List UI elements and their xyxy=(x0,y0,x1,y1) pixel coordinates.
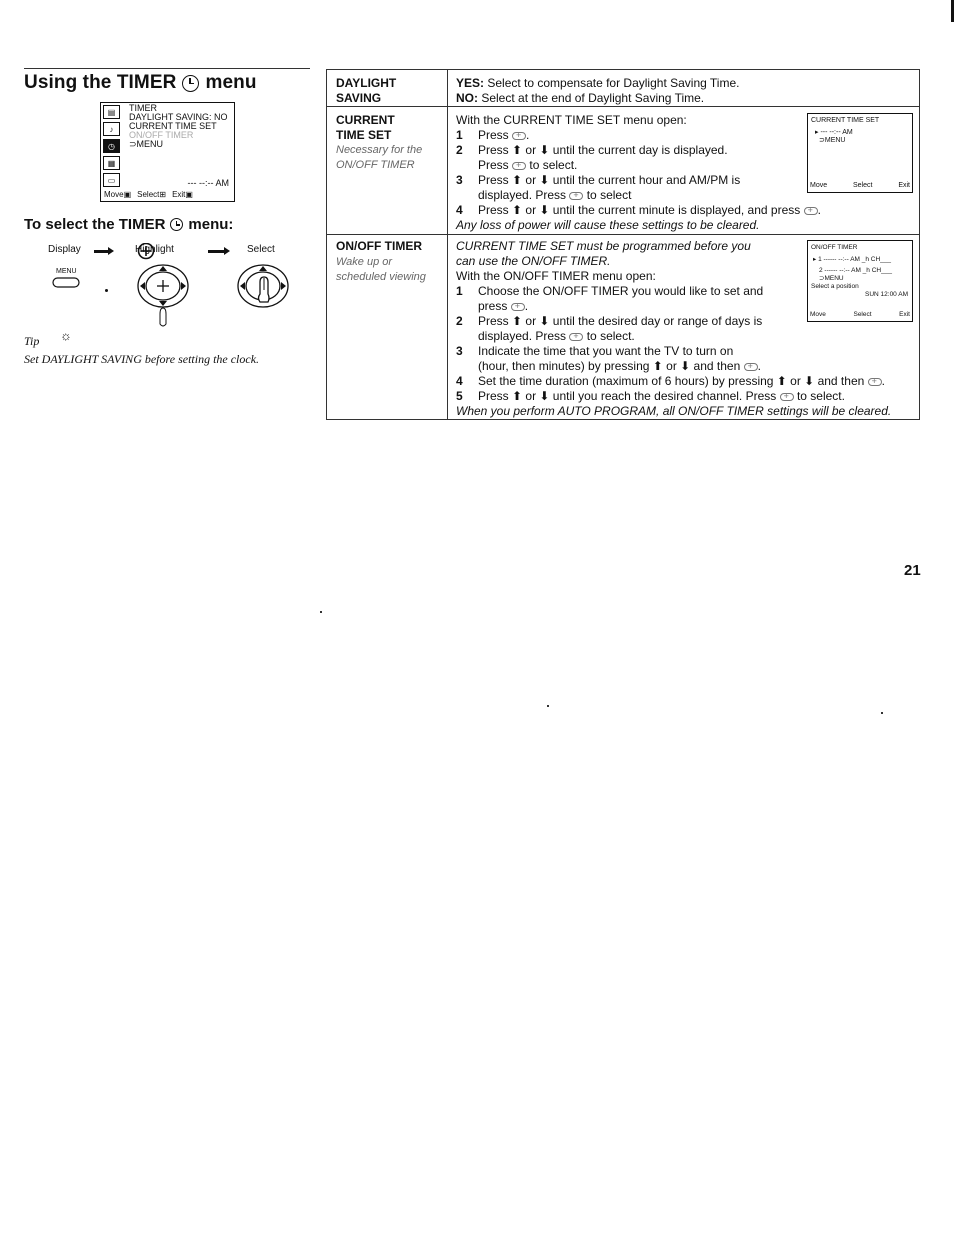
tip-text: Set DAYLIGHT SAVING before setting the clock. xyxy=(24,352,260,366)
timer-menu-screen xyxy=(100,102,235,202)
title-rule xyxy=(24,68,310,69)
joystick-select-icon xyxy=(236,262,290,310)
step-highlight: Highlight xyxy=(135,244,174,255)
joystick-highlight-icon xyxy=(136,262,190,330)
current-step1: Press xyxy=(478,128,509,142)
timer-menu-lines xyxy=(129,104,228,149)
step-display: Display xyxy=(48,244,81,255)
footer-select: Select xyxy=(137,190,160,199)
onoff-timer-sub: Wake up or scheduled viewing xyxy=(336,256,426,283)
table-divider xyxy=(447,70,448,419)
lightbulb-icon: ☼ xyxy=(60,328,72,343)
mini-footer: Move Select Exit xyxy=(810,182,910,189)
arrow-icon xyxy=(94,250,110,253)
onoff-step2: Press ⬆ or ⬇ until the desired day or range of days is xyxy=(478,314,763,328)
select-button-icon xyxy=(512,132,526,140)
select-button-icon xyxy=(744,363,758,371)
title-post: menu xyxy=(205,72,257,93)
current-step2b: Press xyxy=(478,158,509,172)
setup-icon: ▭ xyxy=(103,173,120,187)
onoff-timer-cell: CURRENT TIME SET must be programmed before you can use the ON/OFF TIMER. With the ON/OFF TIMER menu open: 1 Choose the ON/OFF TIMER you would like to set and press + . 2 Press ⬆ or ⬇ until the desired day or range of days is displayed. Press + to select. 3 Indicate the time that you want the TV to turn on (hour, then minutes) by pressing ⬆ or ⬇ and then + . 4 Set the time duration (maximum of 6 hours) by pressing ⬆ or ⬇ and then + . 5 Press ⬆ or ⬇ until you reach the desired channel. Press + to select. When you perform AUTO PROGRAM, all ON/OFF TIMER settings will be cleared. xyxy=(456,239,891,419)
onoff-step4: Set the time duration (maximum of 6 hours) by pressing ⬆ or ⬇ and then xyxy=(478,374,865,388)
current-step2: Press ⬆ or ⬇ until the current day is displayed. xyxy=(478,143,728,157)
select-button-icon xyxy=(569,192,583,200)
no-key: NO: xyxy=(456,91,478,105)
highlight-joystick-icon xyxy=(134,243,158,261)
page-number: 21 xyxy=(904,562,921,579)
timer-icon: ◷ xyxy=(103,139,120,153)
mini-footer: Move Select Exit xyxy=(810,311,910,318)
select-button-icon xyxy=(804,207,818,215)
screen-line-daylight: DAYLIGHT SAVING: NO xyxy=(129,112,228,122)
screen-line-title: TIMER xyxy=(129,103,157,113)
bullet-dot xyxy=(105,289,108,292)
current-intro: With the CURRENT TIME SET menu open: xyxy=(456,113,687,127)
onoff-note1a: CURRENT TIME SET must be programmed before you xyxy=(456,239,751,253)
timer-settings-table xyxy=(326,69,920,420)
onoff-intro: With the ON/OFF TIMER menu open: xyxy=(456,269,656,283)
row-divider xyxy=(327,106,919,107)
current-step3: Press ⬆ or ⬇ until the current hour and AM/PM is xyxy=(478,173,741,187)
scan-speck xyxy=(881,712,883,714)
page-title xyxy=(24,72,257,94)
screen-footer xyxy=(104,190,231,199)
screen-time: --- --:-- AM xyxy=(187,178,229,188)
subtitle-pre: To select the TIMER xyxy=(24,216,166,233)
clock-icon-small xyxy=(170,218,183,231)
scan-speck xyxy=(547,705,549,707)
select-button-icon xyxy=(511,303,525,311)
select-button-icon xyxy=(569,333,583,341)
scan-speck xyxy=(320,611,322,613)
row-divider xyxy=(327,234,919,235)
picture-icon: ▤ xyxy=(103,105,120,119)
arrow-icon xyxy=(208,250,226,253)
subtitle-post: menu: xyxy=(188,216,234,233)
current-step4: Press ⬆ or ⬇ until the current minute is displayed, and press xyxy=(478,203,801,217)
yes-key: YES: xyxy=(456,76,485,90)
select-button-icon xyxy=(780,393,794,401)
onoff-step3: Indicate the time that you want the TV to turn on xyxy=(478,344,734,358)
menu-button-icon xyxy=(52,276,82,290)
current-time-set-cell: With the CURRENT TIME SET menu open: 1 Press + . 2 Press ⬆ or ⬇ until the current day is displayed. Press + to select. 3 Press ⬆ or ⬇ until the current hour and AM/PM is displayed. Press + to select 4 Press ⬆ or ⬇ until the current minute is displayed, and press + . Any loss of power will cause these settings to be cleared. xyxy=(456,113,821,233)
current-time-set-screen: CURRENT TIME SET ▸ --- --:-- AM ⊃MENU Move Select Exit xyxy=(807,113,913,193)
footer-exit: Exit xyxy=(172,190,186,199)
current-note: Any loss of power will cause these settings to be cleared. xyxy=(456,218,760,232)
screen-line-current: CURRENT TIME SET xyxy=(129,121,217,131)
section-subtitle xyxy=(24,216,233,233)
onoff-step5: Press ⬆ or ⬇ until you reach the desired channel. Press xyxy=(478,389,777,403)
current-time-set-sub: Necessary for the ON/OFF TIMER xyxy=(336,144,423,171)
select-icon: ⊞ xyxy=(159,190,167,199)
daylight-saving-cell xyxy=(456,76,739,106)
onoff-note1b: can use the ON/OFF TIMER. xyxy=(456,254,611,268)
yes-text: Select to compensate for Daylight Saving Time. xyxy=(484,76,740,90)
channel-icon: ▦ xyxy=(103,156,120,170)
title-pre: Using the TIMER xyxy=(24,72,177,93)
current-time-set-label: CURRENT TIME SET xyxy=(336,113,395,142)
no-text: Select at the end of Daylight Saving Time. xyxy=(478,91,705,105)
onoff-note2: When you perform AUTO PROGRAM, all ON/OFF TIMER settings will be cleared. xyxy=(456,404,892,418)
select-button-icon xyxy=(512,162,526,170)
steps-row xyxy=(48,244,288,264)
tip-label: Tip xyxy=(24,334,40,348)
move-icon: ▣ xyxy=(123,190,132,199)
onoff-step1: Choose the ON/OFF TIMER you would like to set and xyxy=(478,284,764,298)
menu-key-label: MENU xyxy=(56,268,77,275)
select-button-icon xyxy=(868,378,882,386)
onoff-timer-label: ON/OFF TIMER xyxy=(336,239,422,253)
audio-icon: ♪ xyxy=(103,122,120,136)
screen-line-menu: ⊃MENU xyxy=(129,139,164,149)
onoff-timer-screen: ON/OFF TIMER ▸ 1 ------ --:-- AM _h CH___ 2 ------ --:-- AM _h CH___ ⊃MENU Select a position SUN 12:00 AM Move Select Exit xyxy=(807,240,913,322)
step-select: Select xyxy=(247,244,275,255)
footer-move: Move xyxy=(104,190,124,199)
daylight-saving-label: DAYLIGHT SAVING xyxy=(336,76,397,105)
clock-icon xyxy=(182,75,199,92)
screen-line-onoff: ON/OFF TIMER xyxy=(129,130,194,140)
current-step3b: displayed. Press xyxy=(478,188,567,202)
exit-icon: ▣ xyxy=(185,190,193,199)
menu-icon-column xyxy=(103,105,123,190)
